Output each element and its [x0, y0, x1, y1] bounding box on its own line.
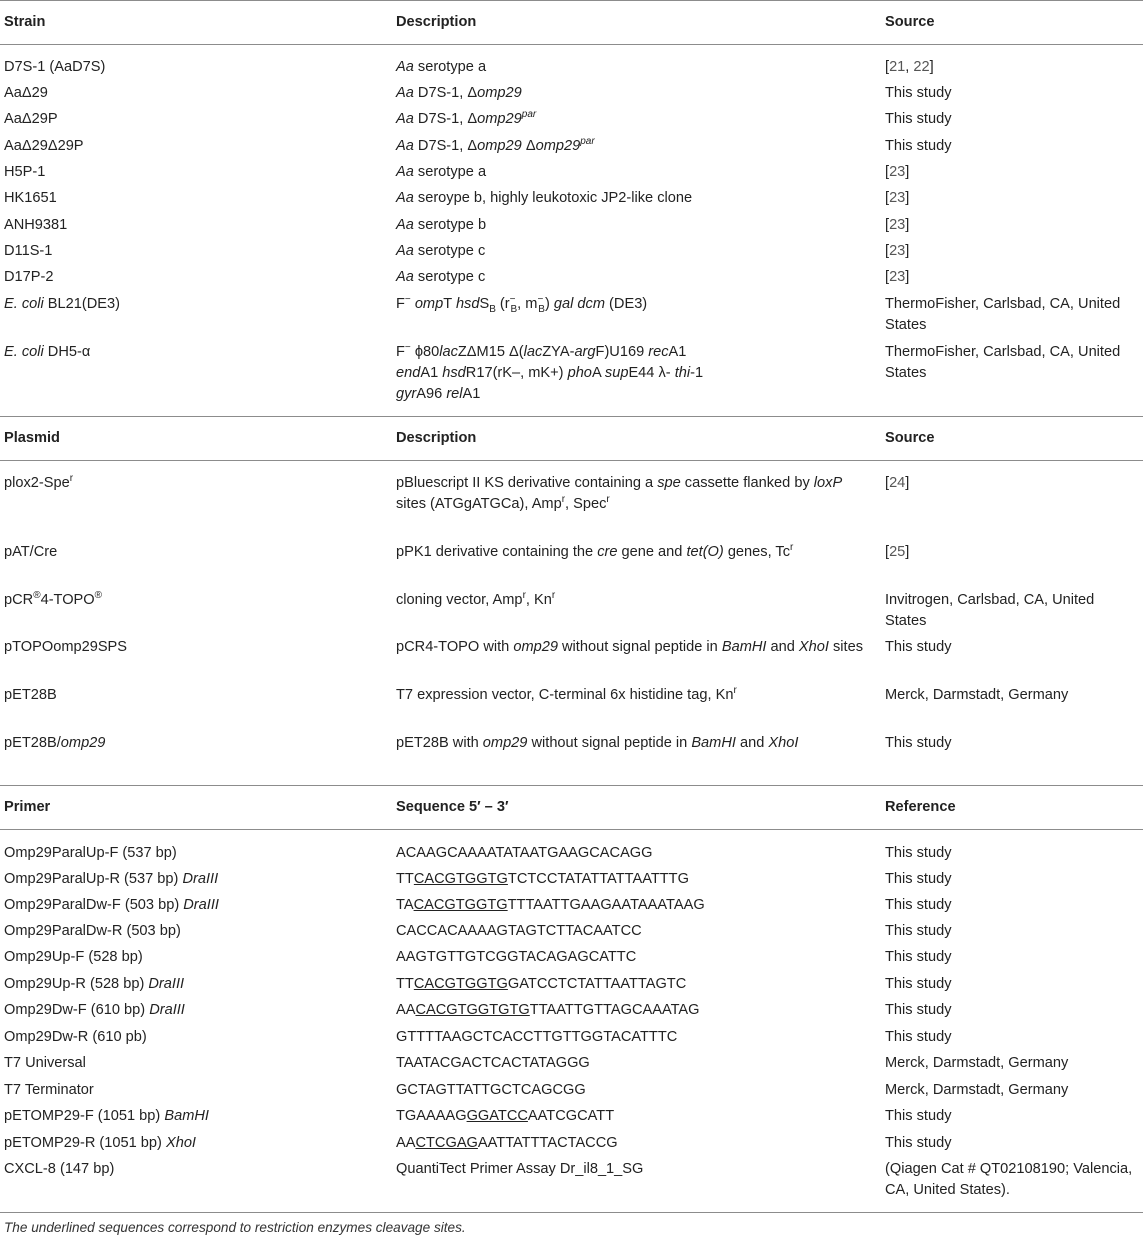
primer-name: pETOMP29-F (1051 bp) BamHI — [4, 1108, 209, 1124]
plasmid-name: pTOPOomp29SPS — [4, 639, 128, 655]
plasmid-description: T7 expression vector, C-terminal 6x histidine tag, Kn$^r$ — [396, 685, 737, 703]
primer-reference: This study — [885, 1135, 952, 1151]
primer-sequence: GCTAGTTATTGCTCAGCGG — [396, 1082, 586, 1098]
strain-name: E. coli BL21(DE3) — [4, 296, 120, 312]
plasmid-name: plox2-Spe$^r$ — [4, 473, 74, 491]
primer-name: Omp29Up-F (528 bp) — [4, 949, 143, 965]
strain-source: [23] — [885, 190, 910, 206]
plasmid-description: pET28B with omp29 without signal peptide in BamHI and XhoI — [396, 735, 799, 751]
primer-name: pETOMP29-R (1051 bp) XhoI — [4, 1135, 196, 1151]
primer-reference: Merck, Darmstadt, Germany — [885, 1055, 1069, 1071]
strain-name: D7S-1 (AaD7S) — [4, 59, 106, 75]
primer-sequence: ACAAGCAAAATATAATGAAGCACAGG — [396, 845, 653, 861]
header-description: Description — [396, 14, 477, 30]
strain-description: F− ϕ80lacZΔM15 Δ(lacZYA-argF)U169 recA1 endA1 hsdR17(rK–, mK+) phoA supE44 λ- thi-1 gyrA96 relA1 — [396, 342, 704, 402]
primer-reference: This study — [885, 897, 952, 913]
plasmid-source: Merck, Darmstadt, Germany — [885, 687, 1069, 703]
primer-reference: Merck, Darmstadt, Germany — [885, 1082, 1069, 1098]
primer-name: Omp29Up-R (528 bp) DraIII — [4, 976, 185, 992]
strain-description: Aa serotype c — [396, 243, 486, 259]
header-source: Source — [885, 14, 935, 30]
plasmid-name: pCR®4-TOPO® — [4, 590, 103, 608]
plasmid-name: pET28B — [4, 687, 57, 703]
strain-description: Aa serotype b — [396, 217, 487, 233]
header-reference: Reference — [885, 799, 956, 815]
strain-source: [23] — [885, 243, 910, 259]
plasmid-description: pCR4-TOPO with omp29 without signal peptide in BamHI and XhoI sites — [396, 639, 864, 655]
strain-source: ThermoFisher, Carlsbad, CA, United States — [885, 296, 1121, 333]
plasmid-name: pET28B/omp29 — [4, 735, 106, 751]
strain-source: This study — [885, 138, 952, 154]
strain-source: [23] — [885, 217, 910, 233]
header-primer: Primer — [4, 799, 51, 815]
primer-sequence: TGAAAAGGGATCCAATCGCATT — [396, 1108, 615, 1124]
strain-name: D11S-1 — [4, 243, 53, 259]
primer-sequence: QuantiTect Primer Assay Dr_il8_1_SG — [396, 1161, 644, 1177]
primer-name: Omp29Dw-F (610 bp) DraIII — [4, 1002, 185, 1018]
primer-reference: This study — [885, 845, 952, 861]
primer-reference: This study — [885, 1108, 952, 1124]
primer-header — [0, 785, 1143, 830]
primer-sequence: TACACGTGGTGTTTAATTGAAGAATAAATAAG — [396, 897, 705, 913]
plasmid-name: pAT/Cre — [4, 544, 58, 560]
primer-reference: This study — [885, 976, 952, 992]
strain-source: This study — [885, 85, 952, 101]
plasmid-source: [24] — [885, 475, 910, 491]
primer-name: T7 Universal — [4, 1055, 86, 1071]
bottom-rule — [0, 1212, 1143, 1213]
plasmid-description: cloning vector, Amp$^r$, Kn$^r$ — [396, 590, 556, 608]
strain-description: Aa D7S-1, Δomp29 $\Delta omp29^{par}$ — [396, 136, 595, 154]
primer-sequence: CACCACAAAAGTAGTCTTACAATCC — [396, 923, 642, 939]
strain-description: Aa seroype b, highly leukotoxic JP2-like clone — [396, 190, 693, 206]
header-sequence: Sequence 5′ – 3′ — [396, 799, 509, 815]
primer-reference: This study — [885, 949, 952, 965]
primer-name: CXCL-8 (147 bp) — [4, 1161, 115, 1177]
strain-name: D17P-2 — [4, 269, 54, 285]
plasmid-description: pPK1 derivative containing the cre gene and tet(O) genes, Tc$^r$ — [396, 542, 794, 560]
strain-name: E. coli DH5-α — [4, 344, 91, 360]
plasmid-source: Invitrogen, Carlsbad, CA, United States — [885, 592, 1095, 629]
primer-reference: (Qiagen Cat # QT02108190; Valencia, CA, United States). — [885, 1161, 1133, 1198]
primer-sequence: AAGTGTTGTCGGTACAGAGCATTC — [396, 949, 637, 965]
plasmid-header — [0, 416, 1143, 461]
strain-description: Aa D7S-1, Δomp29 — [396, 85, 522, 101]
header-source: Source — [885, 430, 935, 446]
strain-name: AaΔ29Δ29P — [4, 138, 84, 154]
primer-name: Omp29ParalDw-F (503 bp) DraIII — [4, 897, 219, 913]
primer-sequence: GTTTTAAGCTCACCTTGTTGGTACATTTC — [396, 1029, 678, 1045]
strain-name: H5P-1 — [4, 164, 46, 180]
strain-name: AaΔ29P — [4, 111, 58, 127]
primer-reference: This study — [885, 923, 952, 939]
strain-description: Aa serotype a — [396, 59, 487, 75]
primer-reference: This study — [885, 871, 952, 887]
primer-name: Omp29ParalUp-R (537 bp) DraIII — [4, 871, 219, 887]
strain-description: F− ompT hsdS$_B$ ($r^-_B$, $m^-_B$) gal dcm (DE3) — [396, 294, 648, 315]
plasmid-source: [25] — [885, 544, 910, 560]
primer-reference: This study — [885, 1029, 952, 1045]
primer-name: T7 Terminator — [4, 1082, 94, 1098]
primer-name: Omp29ParalUp-F (537 bp) — [4, 845, 177, 861]
header-plasmid: Plasmid — [4, 430, 60, 446]
strain-header — [0, 0, 1143, 45]
primer-reference: This study — [885, 1002, 952, 1018]
plasmid-source: This study — [885, 639, 952, 655]
primer-name: Omp29Dw-R (610 pb) — [4, 1029, 147, 1045]
strain-name: HK1651 — [4, 190, 57, 206]
primer-sequence: TTCACGTGGTGTCTCCTATATTATTAATTTG — [396, 871, 689, 887]
primer-sequence: AACACGTGGTGTGTTAATTGTTAGCAAATAG — [396, 1002, 700, 1018]
primer-sequence: TAATACGACTCACTATAGGG — [396, 1055, 590, 1071]
strain-source: ThermoFisher, Carlsbad, CA, United States — [885, 344, 1121, 381]
strain-name: ANH9381 — [4, 217, 68, 233]
strain-source: [23] — [885, 164, 910, 180]
strain-description: Aa serotype a — [396, 164, 487, 180]
strain-description: Aa serotype c — [396, 269, 486, 285]
primer-name: Omp29ParalDw-R (503 bp) — [4, 923, 181, 939]
header-description: Description — [396, 430, 477, 446]
plasmid-description: pBluescript II KS derivative containing a spe cassette flanked by loxP sites (ATGgATGCa), Amp$^r$, Spec$^r$ — [396, 475, 843, 512]
primer-sequence: TTCACGTGGTGGATCCTCTATTAATTAGTC — [396, 976, 687, 992]
strain-name: AaΔ29 — [4, 85, 48, 101]
strain-source: [21, 22] — [885, 59, 934, 75]
primer-sequence: AACTCGAGAATTATTTACTACCG — [396, 1135, 618, 1151]
footnote: The underlined sequences correspond to restriction enzymes cleavage sites. — [4, 1220, 466, 1235]
strain-description: Aa D7S-1, $\Delta omp29^{par}$ — [396, 109, 537, 127]
strain-source: [23] — [885, 269, 910, 285]
plasmid-source: This study — [885, 735, 952, 751]
header-strain: Strain — [4, 14, 46, 30]
strain-source: This study — [885, 111, 952, 127]
